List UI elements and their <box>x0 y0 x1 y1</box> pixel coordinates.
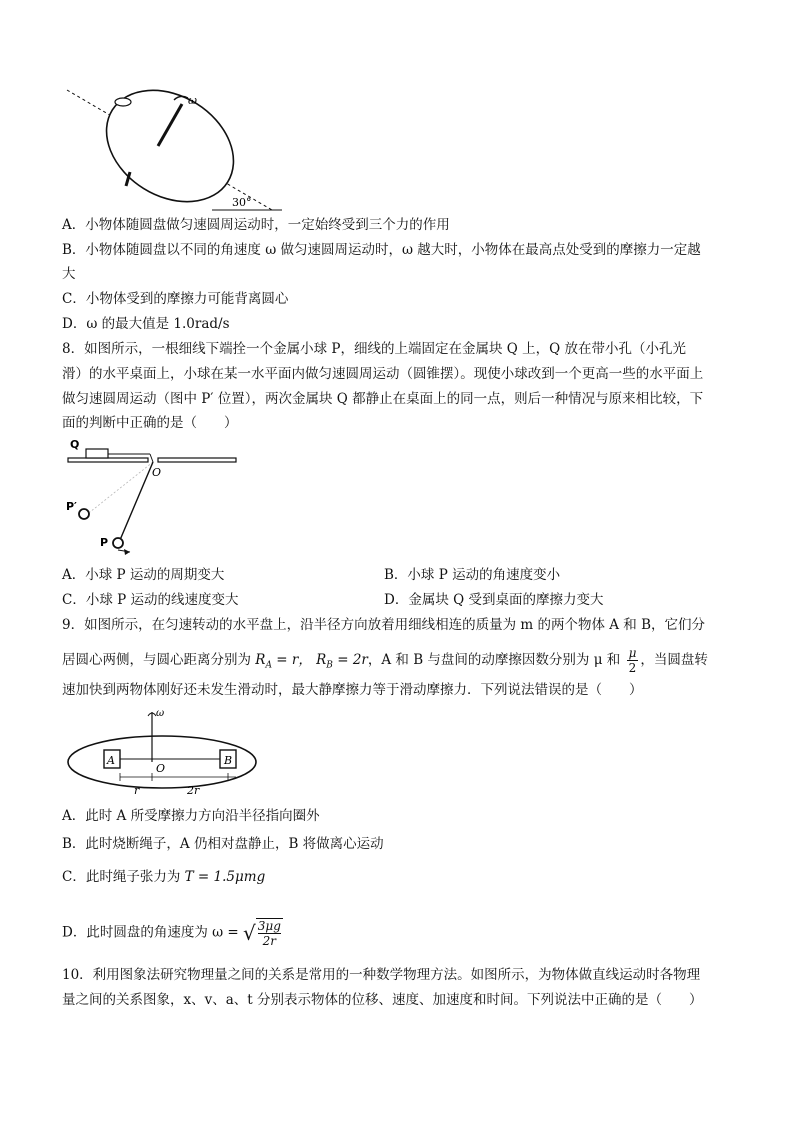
o-label: O <box>156 762 166 775</box>
q8-stem-line2: 滑）的水平桌面上，小球在某一水平面内做匀速圆周运动（圆锥摆）。现使小球改到一个更高一些的水平面上 <box>62 366 704 382</box>
q9-option-a: A．此时 A 所受摩擦力方向沿半径指向圈外 <box>62 808 320 824</box>
2r-label: 2r <box>187 784 200 796</box>
omega-label: ω <box>156 708 165 719</box>
q9-stem-line3: 速加快到两物体刚好还未发生滑动时，最大静摩擦力等于滑动摩擦力．下列说法错误的是（ ） <box>62 682 643 698</box>
q-label: Q <box>70 438 80 451</box>
p-prime-label: P′ <box>66 500 77 513</box>
q8-stem-line1: 8．如图所示，一根细线下端拴一个金属小球 P，细线的上端固定在金属块 Q 上，Q 放在带小孔（小孔光 <box>62 341 686 357</box>
rotating-disk-figure <box>62 704 262 796</box>
q8-option-d: D．金属块 Q 受到桌面的摩擦力变大 <box>384 592 604 608</box>
a-label: A <box>107 754 115 767</box>
q8-option-b: B．小球 P 运动的角速度变小 <box>384 567 561 583</box>
q10-stem-line2: 量之间的关系图象，x、v、a、t 分别表示物体的位移、速度、加速度和时间。下列说法中正确的是（ ） <box>62 992 703 1008</box>
angle-label: 30° <box>232 196 252 209</box>
r-label: r <box>134 784 140 796</box>
q7-option-b-line2: 大 <box>62 266 76 282</box>
q8-stem-line4: 面的判断中正确的是（ ） <box>62 415 238 431</box>
q7-option-d: D．ω 的最大值是 1.0rad/s <box>62 316 230 332</box>
q7-option-b-line1: B．小物体随圆盘以不同的角速度 ω 做匀速圆周运动时，ω 越大时，小物体在最高点处受到的摩擦力一定越 <box>62 242 701 258</box>
b-label: B <box>224 754 233 767</box>
q7-option-a: A．小物体随圆盘做匀速圆周运动时，一定始终受到三个力的作用 <box>62 217 450 233</box>
q9-option-c: C．此时绳子张力为 T = 1.5μmg <box>62 869 266 885</box>
q8-stem-line3: 做匀速圆周运动（图中 P′ 位置），两次金属块 Q 都静止在桌面上的同一点，则后一种情况与原来相比较，下 <box>62 391 704 407</box>
conical-pendulum-figure <box>62 436 242 560</box>
o-label: O <box>152 466 162 479</box>
omega-label: ω <box>188 94 197 107</box>
q9-stem-line1: 9．如图所示，在匀速转动的水平盘上，沿半径方向放着用细线相连的质量为 m 的两个物体 A 和 B，它们分 <box>62 617 706 633</box>
q8-option-c: C．小球 P 运动的线速度变大 <box>62 592 239 608</box>
q9-option-d: D．此时圆盘的角速度为 ω = √ $\frac{3\mu g}{2r}$ <box>62 919 281 948</box>
q8-option-a: A．小球 P 运动的周期变大 <box>62 567 225 583</box>
tilted-disk-figure <box>62 84 282 214</box>
q9-option-b: B．此时烧断绳子，A 仍相对盘静止，B 将做离心运动 <box>62 836 384 852</box>
q10-stem-line1: 10．利用图象法研究物理量之间的关系是常用的一种数学物理方法。如图所示，为物体做直线运动时各物理 <box>62 967 701 983</box>
p-label: P <box>100 536 109 549</box>
q9-stem-line2: 居圆心两侧，与圆心距离分别为 $R_A = r$， $R_B = 2r$，A 和 B 与盘间的动摩擦因数分别为 μ 和 $\frac{\mu}{2}$ ，当圆盘转 <box>62 646 708 675</box>
q7-option-c: C．小物体受到的摩擦力可能背离圆心 <box>62 291 289 307</box>
